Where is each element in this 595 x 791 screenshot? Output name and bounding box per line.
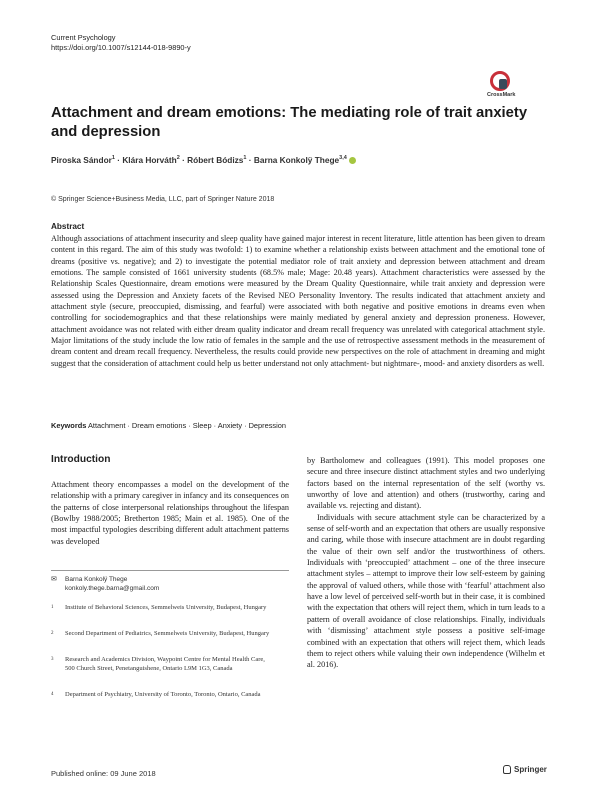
crossmark-badge[interactable] [487, 71, 547, 99]
journal-name: Current Psychology [51, 33, 116, 42]
keywords [51, 421, 286, 430]
correspondence-name: Barna Konkolÿ Thege [65, 576, 128, 583]
intro-paragraph: by Bartholomew and colleagues (1991). This model proposes one secure and three insecure distinct attachment styles and two underlying factors based on the internal representation of the self (worthy vs. unworthy of love and attention) and others (trustworthy, caring and available vs. rejecting and distant). [307, 456, 545, 511]
section-heading-introduction: Introduction [51, 454, 111, 465]
intro-column-right [307, 455, 545, 671]
abstract-text: Although associations of attachment insecurity and sleep quality have gained major interest in recent literature, little attention has been given to dream content in this regard. The aim of this study was twofold: 1) to examine whether a relationship exists between attachment and the emotional tone of dreams (positive vs. negative); and 2) to investigate the potential mediator role of trait anxiety and depression between attachment and dream emotions. The sample consisted of 1661 university students (68.5% male; Mage: 20.48 years). Attachment characteristics were assessed by the Relationship Scales Questionnaire, dream emotions were measured by the Dream Quality Questionnaire, while trait anxiety and depression were assessed using the Depression and Anxiety facets of the Revised NEO Personality Inventory. The results indicated that attachment anxiety and attachment style (secure, preoccupied, dismissing, and fearful) were associated with both negative and positive emotions in dreams even when controlling for sociodemographics and that these relationships were mainly mediated by general anxiety and depression proneness. However, attachment avoidance was not related with either dream quality indicator and dream recall frequency was unrelated with categorical attachment style. Major limitations of the study include the low ratio of females in the sample and the use of retrospective assessment methods in the measurement of dream content and dream recall frequency. Nevertheless, the results could provide new perspectives on the role of attachment in dreaming and might suggest that the consideration of attachment could help us better understand not only attachment- but nightmare-, mood- and anxiety disorders as well. [51, 234, 545, 368]
keywords-label: Keywords [51, 421, 87, 430]
author-affiliation: 2 [176, 155, 180, 162]
published-date: Published online: 09 June 2018 [51, 769, 156, 778]
author-affiliation: 1 [111, 155, 115, 162]
correspondence-email[interactable]: konkoly.thege.barna@gmail.com [65, 584, 160, 592]
affiliation: 1 Institute of Behavioral Sciences, Semmelweis University, Budapest, Hungary [51, 604, 267, 611]
paper-title: Attachment and dream emotions: The mediating role of trait anxiety and depression [51, 105, 528, 140]
author-affiliation: 3,4 [339, 155, 347, 162]
abstract-heading: Abstract [51, 222, 85, 231]
crossmark-label: CrossMark [487, 92, 516, 98]
keywords-list: Attachment · Dream emotions · Sleep · Anxiety · Depression [87, 421, 286, 430]
author-name: Barna Konkolÿ Thege [253, 155, 340, 165]
orcid-icon[interactable] [349, 157, 356, 164]
copyright-notice: © Springer Science+Business Media, LLC, part of Springer Nature 2018 [51, 196, 275, 203]
springer-horse-icon [503, 765, 511, 774]
author-name: Róbert Bódizs [187, 155, 244, 165]
doi-link[interactable]: https://doi.org/10.1007/s12144-018-9890-y [51, 43, 191, 52]
affiliation: 3 Research and Academics Division, Waypoint Centre for Mental Health Care, 500 Church Street, Penetanguishene, Ontario L9M 1G3, Canada [51, 656, 265, 672]
affiliation: 4 Department of Psychiatry, University of Toronto, Toronto, Ontario, Canada [51, 691, 261, 698]
envelope-icon: ✉ [51, 576, 57, 583]
intro-column-left: Attachment theory encompasses a model on the development of the relationship with a primary caregiver in infancy and its consequences on the patterns of close interpersonal relationships throughout the lifespan (Bowlby 1988/2005; Bretherton 1985; Main et al. 1985). One of the most impactful typologies describing different adult attachment patterns was developed [51, 480, 289, 546]
intro-paragraph: Individuals with secure attachment style can be characterized by a sense of self-worth and an expectation that others are usually responsive and caring, while those with insecure attachment are in doubt regarding the value of their own self and/or the trustworthiness of others. Individuals with ‘preoccupied’ attachment – one of the three insecure attachment styles – attempt to improve their low self-esteem by gaining the approval of valued others, while those with ‘fearful’ attachment also have a low level of perceived self-worth but in their case, it is combined with the expectation that others will reject them, which in turn leads to a pattern of overall avoidance of close relationships. Finally, individuals with ‘dismissing’ attachment style possess a positive self-image combined with an expectation that others will reject them, which leads them to reject others while valuing their own independence (Wilhelm et al. 2016). [307, 512, 545, 670]
author-name: Piroska Sándor [51, 155, 112, 165]
footnote-divider [51, 570, 289, 571]
author-list: Piroska Sándor$^1$ · Klára Horváth$^2$ · Róbert Bódizs$^1$ · Barna Konkolÿ Thege$^{3,4}$ [51, 155, 356, 165]
crossmark-icon [490, 71, 510, 91]
author-name: Klára Horváth [122, 155, 177, 165]
correspondence [51, 576, 289, 594]
publisher-logo [503, 765, 547, 774]
publisher-name: Springer [514, 765, 547, 774]
author-affiliation: 1 [243, 155, 247, 162]
affiliation: 2 Second Department of Pediatrics, Semmelweis University, Budapest, Hungary [51, 630, 270, 637]
journal-header [51, 33, 191, 53]
